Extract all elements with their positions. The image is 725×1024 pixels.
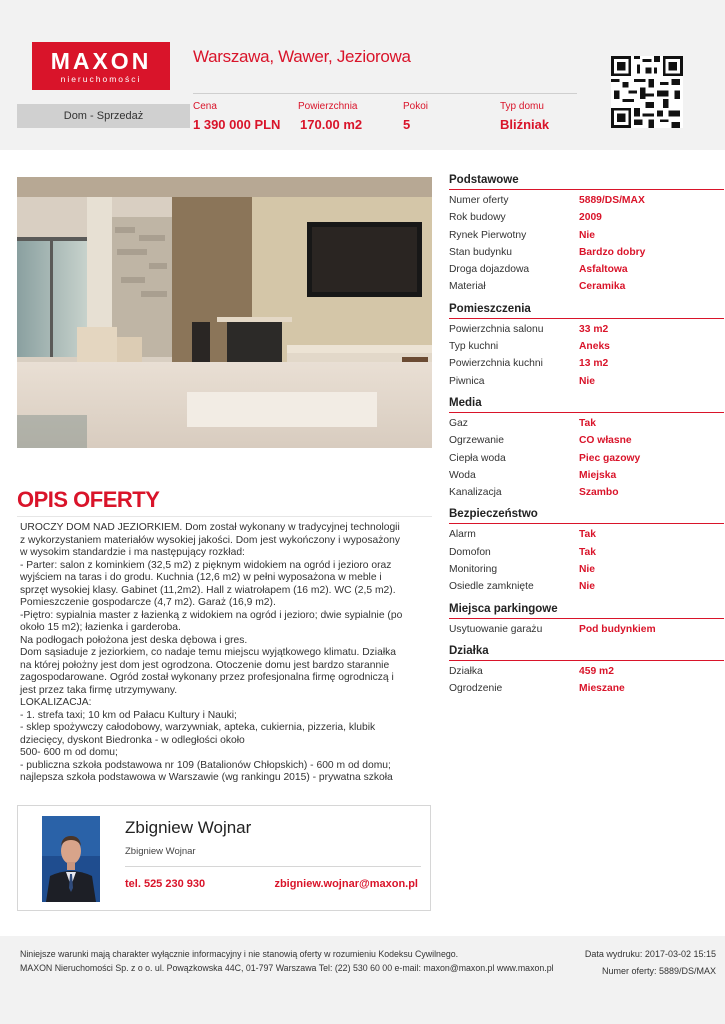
print-date: Data wydruku: 2017-03-02 15:15	[584, 949, 716, 959]
detail-key: Numer oferty	[449, 195, 509, 206]
house-type-label: Typ domu	[500, 101, 544, 112]
detail-row	[449, 245, 724, 262]
detail-value: Nie	[579, 375, 596, 387]
agent-card	[17, 805, 431, 911]
agent-name: Zbigniew Wojnar	[125, 818, 252, 837]
detail-value: Nie	[579, 581, 596, 593]
detail-key: Gaz	[449, 417, 468, 429]
detail-row	[449, 374, 724, 391]
detail-row	[449, 339, 724, 356]
detail-row	[449, 356, 724, 373]
header-divider	[193, 93, 577, 94]
description-text: UROCZY DOM NAD JEZIORKIEM. Dom został wykonany w tradycyjnej technologii z wykorzystaniem materiałów wysokiej jakości. Dom jest wykończony i wyposażony w wysokim standardzie i ma następujący rozkład: - Parter: salon z kominkiem (32,5 m2) z pięknym widokiem na ogród i jezioro oraz wyjściem na taras i do grodu. Kuchnia (12,6 m2) w pełni wyposażona w meble i sprzęt wysokiej klasy. Gabinet (11,2m2). Hall z wiatrołapem (16 m2). WC (2,5 m2). Pomieszczenie gospodarcze (4,7 m2). Garaż (16,9 m2). -Piętro: sypialnia master z łazienką z widokiem na ogród i jezioro; dwie sypialnie (po około 15 m2); łazienka i garderoba. Na podłogach położona jest deska dębowa i gres. Dom sąsiaduje z jeziorkiem, co nadaje temu miejscu wyjątkowego klimatu. Działka na której położny jest dom jest ogrodzona. Otoczenie domu jest bardzo starannie zagospodarowane. Ogród został wykonany przez profesjonalna firmę ogrodniczą i jest przez taka firmę utrzymywany. LOKALIZACJA: - 1. strefa taxi; 10 km od Pałacu Kultury i Nauki; - sklep spożywczy całodobowy, warzywniak, apteka, cukiernia, pizzeria, klubik dziecięcy, dyskont Biedronka - w odległości około 500- 600 m od domu; - publiczna szkoła podstawowa nr 109 (Batalionów Chłopskich) - 600 m od domu; najlepsza szkoła podstawowa w Warszawie (wg rankingu 2015) - prywatna szkoła	[20, 522, 403, 783]
detail-key: Ogrzewanie	[449, 435, 504, 447]
detail-row	[449, 210, 724, 227]
description-title: OPIS OFERTY	[17, 487, 160, 512]
detail-value: Tak	[579, 546, 596, 558]
detail-key: Rynek Pierwotny	[449, 229, 527, 241]
detail-value: Szambo	[579, 487, 619, 499]
detail-value: Nie	[579, 564, 596, 576]
agent-divider	[125, 866, 421, 867]
detail-key: Piwnica	[449, 375, 485, 387]
detail-key: Droga dojazdowa	[449, 264, 530, 276]
section-security	[449, 508, 724, 596]
section-divider	[449, 412, 724, 413]
section-divider	[449, 618, 724, 619]
section-utilities	[449, 397, 724, 502]
detail-key: Rok budowy	[449, 212, 506, 224]
section-title: Działka	[449, 644, 489, 657]
detail-row	[449, 416, 724, 433]
detail-key: Monitoring	[449, 564, 498, 576]
detail-value: 2009	[579, 212, 602, 224]
section-divider	[449, 189, 724, 190]
footer-company-info: MAXON Nieruchomości Sp. z o o. ul. Powązkowska 44C, 01-797 Warszawa Tel: (22) 530 60 00 e-mail: maxon@maxon.pl www.maxon.pl	[20, 963, 554, 973]
detail-row	[449, 622, 724, 639]
detail-row	[449, 468, 724, 485]
house-type-value: Bliźniak	[500, 117, 550, 132]
detail-key: Ciepła woda	[449, 452, 506, 464]
detail-row	[449, 579, 724, 596]
detail-key: Działka	[449, 665, 483, 677]
detail-row	[449, 545, 724, 562]
detail-value: Nie	[579, 229, 596, 241]
section-divider	[449, 660, 724, 661]
detail-key: Woda	[449, 469, 476, 481]
agent-email-link[interactable]: zbigniew.wojnar@maxon.pl	[274, 878, 418, 890]
header	[0, 0, 725, 150]
detail-value: Tak	[579, 417, 596, 429]
footer-disclaimer: Niniejsze warunki mają charakter wyłącznie informacyjny i nie stanowią oferty w rozumieniu Kodeksu Cywilnego.	[20, 949, 459, 959]
agent-phone-link[interactable]: tel. 525 230 930	[125, 878, 206, 890]
detail-key: Kanalizacja	[449, 487, 502, 499]
detail-row	[449, 681, 724, 698]
detail-key: Typ kuchni	[449, 341, 499, 353]
detail-key: Ogrodzenie	[449, 683, 503, 695]
area-label: Powierzchnia	[298, 101, 358, 112]
area-value: 170.00 m2	[300, 117, 363, 132]
qr-code-icon[interactable]	[611, 56, 683, 128]
detail-value: Miejska	[579, 469, 617, 481]
detail-value: Tak	[579, 529, 596, 541]
section-rooms	[449, 303, 724, 391]
agent-subtitle: Zbigniew Wojnar	[125, 846, 196, 857]
maxon-logo[interactable]	[32, 42, 170, 90]
detail-value: Piec gazowy	[579, 452, 641, 464]
detail-key: Alarm	[449, 529, 476, 541]
section-parking	[449, 603, 724, 639]
detail-key: Stan budynku	[449, 246, 512, 258]
property-details	[449, 168, 724, 699]
rooms-value: 5	[403, 117, 411, 132]
detail-value: Aneks	[579, 341, 610, 353]
detail-key: Powierzchnia kuchni	[449, 358, 543, 370]
property-photo[interactable]	[17, 177, 432, 448]
detail-row	[449, 433, 724, 450]
rooms-label: Pokoi	[403, 101, 429, 112]
section-divider	[449, 318, 724, 319]
section-plot	[449, 645, 724, 699]
logo-brand: MAXON	[50, 48, 152, 74]
detail-value: 33 m2	[579, 323, 609, 335]
detail-value: Asfaltowa	[579, 264, 628, 276]
detail-value: Bardzo dobry	[579, 246, 646, 258]
section-title: Pomieszczenia	[449, 302, 531, 315]
detail-key: Materiał	[449, 281, 486, 293]
detail-key: Osiedle zamknięte	[449, 581, 534, 593]
detail-key: Powierzchnia salonu	[449, 323, 544, 335]
price-label: Cena	[193, 101, 217, 112]
price-value: 1 390 000 PLN	[193, 117, 281, 132]
detail-row	[449, 193, 724, 210]
detail-value: 459 m2	[579, 665, 614, 677]
detail-row	[449, 228, 724, 245]
detail-value: Ceramika	[579, 281, 626, 293]
detail-value: 13 m2	[579, 358, 609, 370]
offer-type-badge: Dom - Sprzedaż	[17, 104, 190, 128]
section-divider	[449, 523, 724, 524]
detail-value: 5889/DS/MAX	[579, 195, 645, 206]
property-address: Warszawa, Wawer, Jeziorowa	[193, 47, 411, 66]
detail-row	[449, 262, 724, 279]
detail-row	[449, 451, 724, 468]
detail-value: CO własne	[579, 435, 632, 447]
section-basic	[449, 174, 724, 297]
footer	[0, 936, 725, 1024]
section-title: Podstawowe	[449, 174, 519, 186]
detail-key: Domofon	[449, 546, 491, 558]
detail-row	[449, 527, 724, 544]
detail-value: Pod budynkiem	[579, 623, 656, 635]
agent-photo	[42, 816, 100, 902]
detail-key: Usytuowanie garażu	[449, 623, 543, 635]
section-title: Media	[449, 396, 482, 409]
detail-row	[449, 562, 724, 579]
detail-row	[449, 322, 724, 339]
section-title: Bezpieczeństwo	[449, 508, 538, 521]
footer-offer-number: Numer oferty: 5889/DS/MAX	[601, 966, 716, 976]
detail-row	[449, 279, 724, 296]
detail-value: Mieszane	[579, 683, 625, 695]
detail-row	[449, 485, 724, 502]
description-divider	[17, 516, 432, 517]
detail-row	[449, 664, 724, 681]
section-title: Miejsca parkingowe	[449, 602, 558, 615]
logo-sub: nieruchomości	[60, 74, 142, 84]
